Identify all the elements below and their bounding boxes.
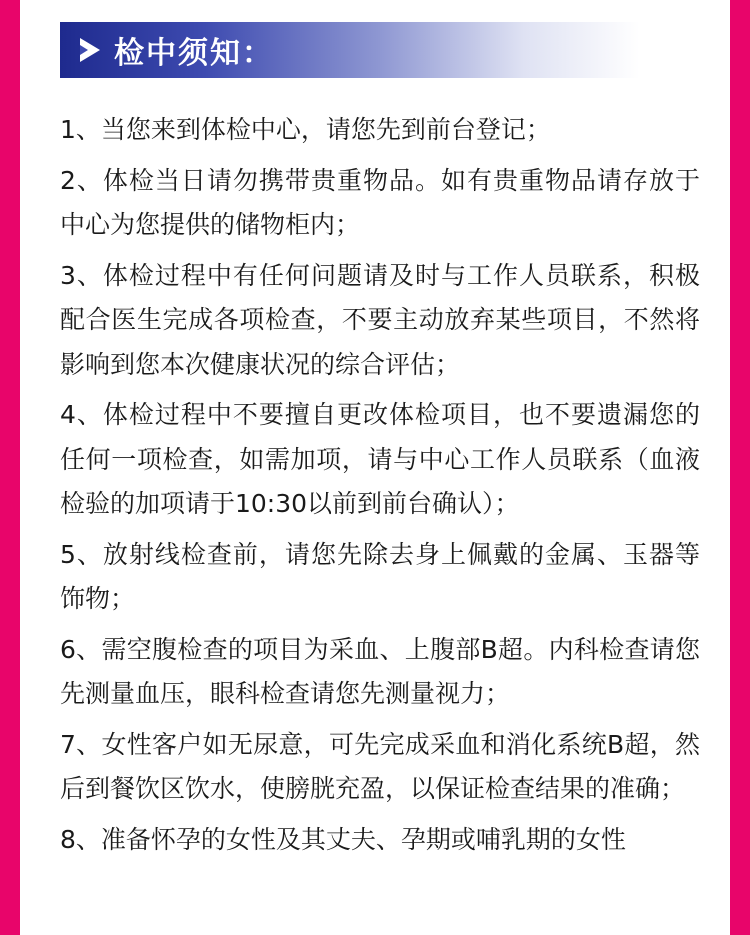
notice-item-8: 8、准备怀孕的女性及其丈夫、孕期或哺乳期的女性 [60, 824, 626, 854]
section-title: 检中须知： [114, 36, 274, 71]
notice-item-1: 1、当您来到体检中心，请您先到前台登记； [60, 115, 551, 144]
arrow-right-icon [80, 38, 100, 62]
section-banner [60, 22, 640, 78]
notice-item-2: 2、体检当日请勿携带贵重物品。如有贵重物品请存放于中心为您提供的储物柜内； [60, 165, 700, 239]
notice-item-7: 7、女性客户如无尿意，可先完成采血和消化系统B超，然后到餐饮区饮水，使膀胱充盈，以保证检查结果的准确； [60, 729, 700, 803]
notice-item-5: 5、放射线检查前，请您先除去身上佩戴的金属、玉器等饰物； [60, 539, 700, 613]
notice-list [60, 108, 700, 868]
notice-item-6: 6、需空腹检查的项目为采血、上腹部B超。内科检查请您先测量血压，眼科检查请您先测量视力； [60, 634, 700, 708]
notice-item-4: 4、体检过程中不要擅自更改体检项目，也不要遗漏您的任何一项检查，如需加项，请与中心工作人员联系（血液检验的加项请于10:30以前到前台确认）； [60, 400, 700, 518]
notice-item-3: 3、体检过程中有任何问题请及时与工作人员联系，积极配合医生完成各项检查，不要主动放弃某些项目，不然将影响到您本次健康状况的综合评估； [60, 260, 700, 379]
notice-page [20, 0, 730, 935]
